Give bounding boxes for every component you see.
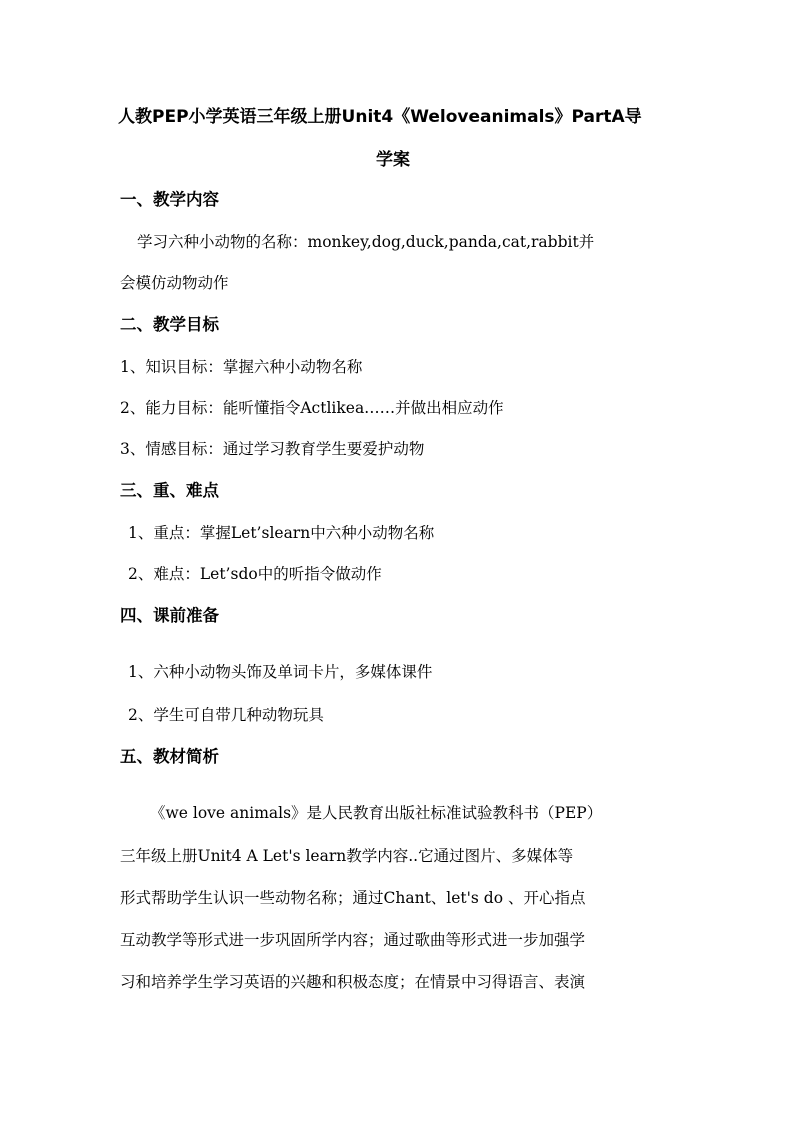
analysis-line-4: 互动教学等形式进一步巩固所学内容；通过歌曲等形式进一步加强学 (120, 931, 586, 949)
objective-emotion: 3、情感目标：通过学习教育学生要爱护动物 (120, 440, 425, 458)
section-heading-preparation: 四、课前准备 (120, 606, 219, 625)
preparation-item-2: 2、学生可自带几种动物玩具 (128, 706, 324, 724)
difficult-point: 2、难点：Let’sdo中的听指令做动作 (128, 565, 382, 583)
objective-knowledge: 1、知识目标：掌握六种小动物名称 (120, 358, 363, 376)
key-point: 1、重点：掌握Let’slearn中六种小动物名称 (128, 524, 435, 542)
analysis-line-2: 三年级上册Unit4 A Let's learn教学内容..它通过图片、多媒体等 (120, 847, 574, 865)
analysis-line-1: 《we love animals》是人民教育出版社标准试验教科书（PEP） (150, 804, 603, 822)
preparation-item-1: 1、六种小动物头饰及单词卡片，多媒体课件 (128, 663, 433, 681)
document-title-line-1: 人教PEP小学英语三年级上册Unit4《Weloveanimals》PartA导 (118, 107, 642, 127)
section-heading-material-analysis: 五、教材简析 (120, 747, 219, 766)
section-heading-content: 一、教学内容 (120, 190, 219, 209)
document-title-line-2: 学案 (376, 150, 410, 170)
section-heading-key-points: 三、重、难点 (120, 481, 219, 500)
analysis-line-3: 形式帮助学生认识一些动物名称；通过Chant、let's do 、开心指点 (120, 889, 586, 907)
content-line-1: 学习六种小动物的名称：monkey,dog,duck,panda,cat,rabbit并 (137, 233, 595, 251)
objective-ability: 2、能力目标：能听懂指令Actlikea……并做出相应动作 (120, 399, 504, 417)
content-line-2: 会模仿动物动作 (120, 274, 229, 292)
analysis-line-5: 习和培养学生学习英语的兴趣和积极态度；在情景中习得语言、表演 (120, 973, 586, 991)
section-heading-objectives: 二、教学目标 (120, 315, 219, 334)
